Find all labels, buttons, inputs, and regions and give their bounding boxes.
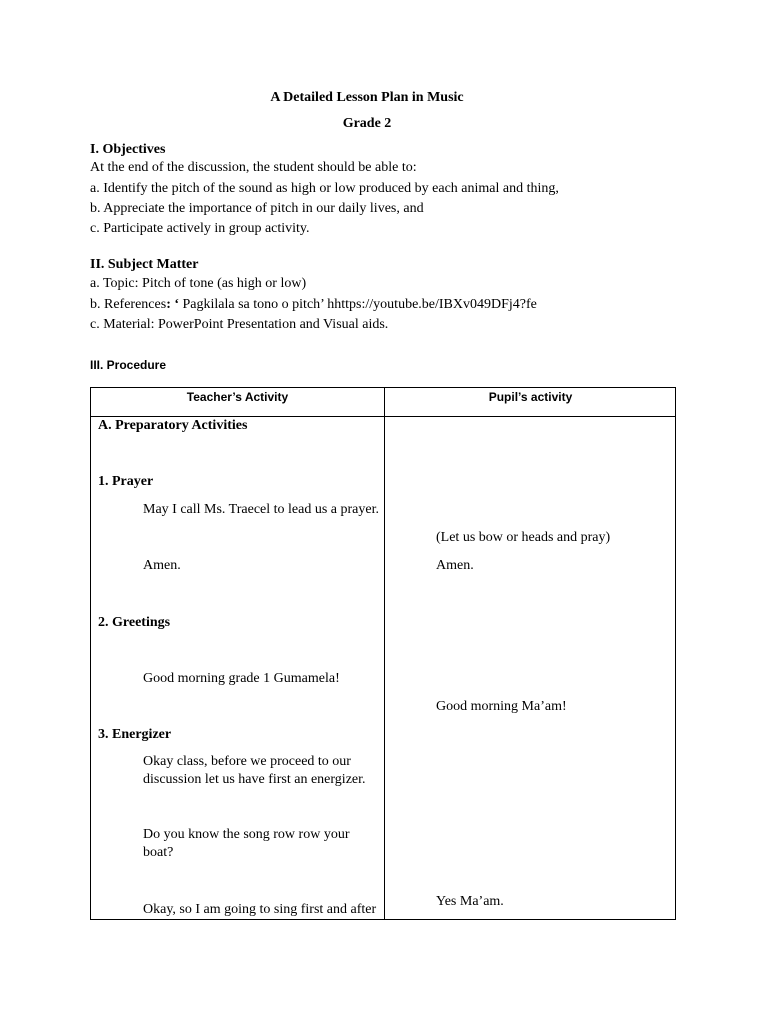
subject-references bbox=[90, 297, 537, 313]
objectives-intro: At the end of the discussion, the student should be able to: bbox=[90, 160, 417, 175]
references-colon: : ‘ bbox=[166, 297, 180, 312]
greetings-heading: 2. Greetings bbox=[98, 615, 171, 630]
subject-matter-heading: II. Subject Matter bbox=[90, 257, 199, 272]
greetings-pupil-text: Good morning Ma’am! bbox=[436, 699, 567, 714]
subject-topic: a. Topic: Pitch of tone (as high or low) bbox=[90, 276, 307, 291]
amen-pupil-text: Amen. bbox=[436, 558, 474, 573]
header-teacher-activity: Teacher’s Activity bbox=[186, 390, 289, 404]
energizer-teacher-text-2: Do you know the song row row your boat? bbox=[143, 827, 350, 860]
header-pupil-activity: Pupil’s activity bbox=[488, 390, 573, 404]
objective-item-c: c. Participate actively in group activity. bbox=[90, 221, 310, 236]
objective-item-a: a. Identify the pitch of the sound as high or low produced by each animal and thing, bbox=[90, 181, 559, 196]
amen-teacher-text: Amen. bbox=[143, 558, 181, 573]
greetings-teacher-text: Good morning grade 1 Gumamela! bbox=[143, 671, 340, 686]
objective-item-b: b. Appreciate the importance of pitch in our daily lives, and bbox=[90, 201, 424, 216]
objectives-heading: I. Objectives bbox=[90, 142, 166, 157]
procedure-table bbox=[90, 387, 676, 920]
table-column-divider bbox=[384, 388, 385, 919]
subject-material: c. Material: PowerPoint Presentation and Visual aids. bbox=[90, 317, 389, 332]
energizer-pupil-text: Yes Ma’am. bbox=[436, 894, 504, 909]
prayer-pupil-text: (Let us bow or heads and pray) bbox=[436, 530, 611, 545]
document-title: A Detailed Lesson Plan in Music bbox=[270, 90, 464, 105]
references-text: Pagkilala sa tono o pitch’ hhttps://youtube.be/IBXv049DFj4?fe bbox=[179, 297, 537, 312]
document-grade: Grade 2 bbox=[342, 116, 392, 131]
prayer-teacher-text: May I call Ms. Traecel to lead us a prayer. bbox=[143, 502, 379, 517]
energizer-heading: 3. Energizer bbox=[98, 727, 172, 742]
references-label: b. References bbox=[90, 297, 167, 312]
energizer-teacher-text-1: Okay class, before we proceed to our discussion let us have first an energizer. bbox=[143, 754, 366, 787]
procedure-heading: III. Procedure bbox=[90, 358, 167, 372]
energizer-teacher-text-3: Okay, so I am going to sing first and after bbox=[143, 902, 377, 917]
section-preparatory-activities: A. Preparatory Activities bbox=[98, 418, 248, 433]
prayer-heading: 1. Prayer bbox=[98, 474, 154, 489]
